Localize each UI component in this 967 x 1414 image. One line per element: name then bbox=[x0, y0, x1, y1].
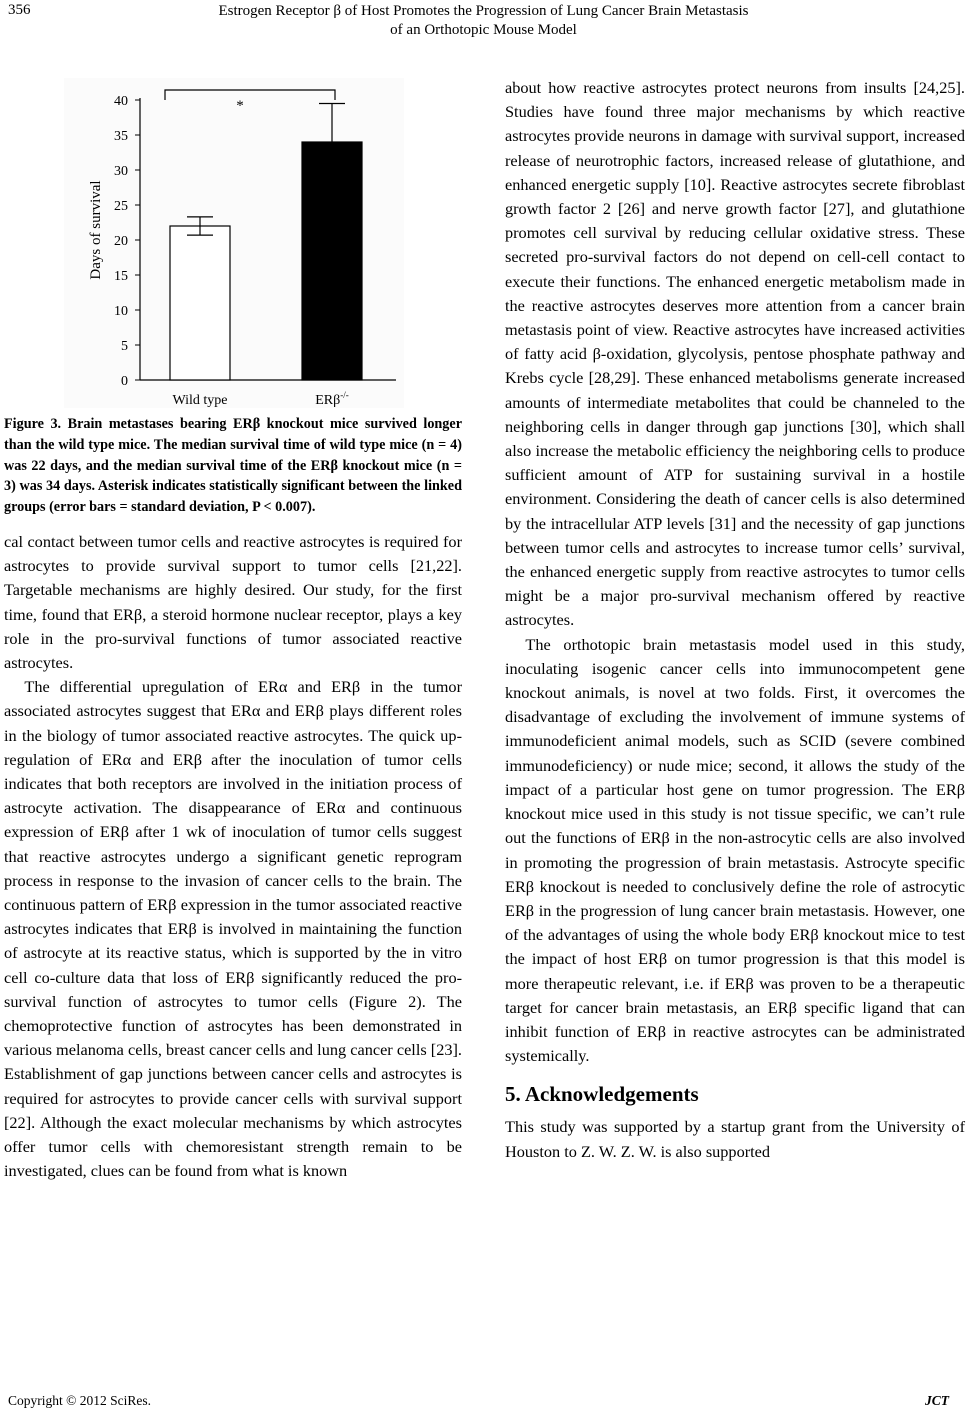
section-heading: 5. Acknowledgements bbox=[505, 1082, 699, 1107]
running-header-line1: Estrogen Receptor β of Host Promotes the Progression of Lung Cancer Brain Metastasis bbox=[218, 3, 749, 19]
y-tick-label: 15 bbox=[114, 269, 128, 284]
y-tick-label: 20 bbox=[114, 234, 128, 249]
left-column bbox=[4, 78, 462, 1183]
footer-copyright: Copyright © 2012 SciRes. bbox=[8, 1393, 152, 1408]
y-tick-label: 25 bbox=[114, 199, 128, 214]
survival-bar-chart bbox=[4, 78, 462, 408]
significance-asterisk: * bbox=[236, 98, 244, 114]
category-label-0: Wild type bbox=[172, 393, 228, 408]
y-tick-label: 30 bbox=[114, 164, 128, 179]
running-header-line2: of an Orthotopic Mouse Model bbox=[390, 22, 577, 38]
y-tick-label: 35 bbox=[114, 129, 128, 144]
category-label-1: ERβ-/- bbox=[315, 390, 349, 408]
acknowledgements-text: This study was supported by a startup grant from the University of Houston to Z. W. Z. W. is also supported bbox=[505, 1117, 965, 1161]
y-axis-label: Days of survival bbox=[88, 180, 104, 280]
y-tick-label: 10 bbox=[114, 304, 128, 319]
left-paragraph-2: The differential upregulation of ERα and ERβ in the tumor associated astrocytes suggest that ERα and ERβ plays different roles in the biology of tumor associated reactive astrocytes. The quick up-regulation of ERα and ERβ after the inoculation of tumor cells indicates that both receptors are involved in the initiation process of astrocyte activation. The disappearance of ERα and continuous expression of ERβ after 1 wk of inoculation of tumor cells suggest that reactive astrocytes undergo a significant genetic reprogram process in response to the invasion of cancer cells to the brain. The continuous pattern of ERβ expression in the tumor associated reactive astrocytes indicates that ERβ is involved in maintaining the function of astrocyte at its reactive status, which is supported by the in vitro cell co-culture data that loss of ERβ significantly reduced the pro-survival function of astrocytes to tumor cells (Figure 2). The chemoprotective function of astrocytes has been demonstrated in various melanoma cells, breast cancer cells and lung cancer cells [23]. Establishment of gap junctions between cancer cells and astrocytes is required for astrocytes to provide cancer cells with survival support [22]. Although the exact molecular mechanisms by which astrocytes offer tumor cells with chemoresistant strength remain to be investigated, clues can be found from what is known bbox=[4, 677, 462, 1181]
figure-caption-text: Brain metastases bearing ERβ knockout mice survived longer than the wild type mice. The median survival time of wild type mice (n = 4) was 22 days, and the median survival time of the ERβ knockout mice (n = 3) was 34 days. Asterisk indicates statistically significant between the linked groups (error bars = standard deviation, P < 0.007). bbox=[4, 416, 462, 516]
left-paragraph-1: cal contact between tumor cells and reactive astrocytes is required for astrocytes to provide survival support to tumor cells [21,22]. Targetable mechanisms are highly desired. Our study, for the first time, found that ERβ, a steroid hormone nuclear receptor, plays a key role in the pro-survival functions of tumor associated reactive astrocytes. bbox=[4, 531, 462, 672]
right-paragraph-1: about how reactive astrocytes protect neurons from insults [24,25]. Studies have found three major mechanisms by which reactive astrocytes provide neurons in damage with survival support, increased release of neurotrophic factors, increased release of glutathione, and enhanced energetic supply [10]. Reactive astrocytes secrete fibroblast growth factor 2 [26] and nerve growth factor [27], and glutathione promotes cell survival by reducing cellular oxidative stress. These secreted pro-survival factors do not depend on cell-cell contact to execute their functions. The enhanced energetic metabolism made in the reactive astrocytes deserves more attention from a cancer brain metastasis point of view. Reactive astrocytes have increased activities of fatty acid β-oxidation, glycolysis, pentose phosphate pathway and Krebs cycle [28,29]. These enhanced metabolisms generate increased amounts of intermediate metabolites that could be channeled to the neighboring cells in danger through gap junctions [30], which shall also increase the metabolic efficiency the neighboring cells to produce sufficient amount of ATP for sustaining survival in a hostile environment. Considering the death of cancer cells is also determined by the intracellular ATP levels [31] and the necessity of gap junctions between tumor cells and astrocytes to increase tumor cells’ survival, the enhanced energetic supply from reactive astrocytes to tumor cells might be a major pro-survival mechanism offered by reactive astrocytes. bbox=[505, 78, 965, 630]
y-tick-label: 5 bbox=[121, 339, 128, 354]
y-tick-label: 0 bbox=[121, 374, 128, 389]
bar-1 bbox=[302, 142, 362, 380]
figure-caption-label: Figure 3. bbox=[4, 416, 62, 432]
figure-3 bbox=[4, 78, 462, 408]
page-number: 356 bbox=[8, 2, 31, 18]
running-header bbox=[200, 2, 767, 40]
right-column bbox=[505, 76, 965, 1164]
bar-0 bbox=[170, 226, 230, 380]
right-paragraph-2: The orthotopic brain metastasis model used in this study, inoculating isogenic cancer cells into immunocompetent gene knockout animals, is novel at two folds. First, it overcomes the disadvantage of excluding the involvement of immune systems of immunodeficient animal models, such as SCID (severe combined immunodeficiency) or nude mice; second, it allows the study of the impact of a particular host gene on tumor progression. The ERβ knockout mice used in this study is not tissue specific, we can’t rule out the functions of ERβ in the non-astrocytic cells are also involved in promoting the progression of brain metastasis. Astrocyte specific ERβ knockout is needed to conclusively define the role of astrocytic ERβ in the progression of lung cancer brain metastasis. However, one of the advantages of using the whole body ERβ knockout mice to test the impact of host ERβ on tumor progression is that this model is more therapeutic relevant, i.e. if ERβ was proven to be a therapeutic target for cancer brain metastasis, an ERβ specific ligand that can inhibit function of ERβ in reactive astrocytes can be administrated systemically. bbox=[505, 634, 965, 1066]
figure-caption bbox=[4, 414, 462, 518]
footer-journal: JCT bbox=[925, 1393, 950, 1408]
y-tick-label: 40 bbox=[114, 94, 128, 109]
